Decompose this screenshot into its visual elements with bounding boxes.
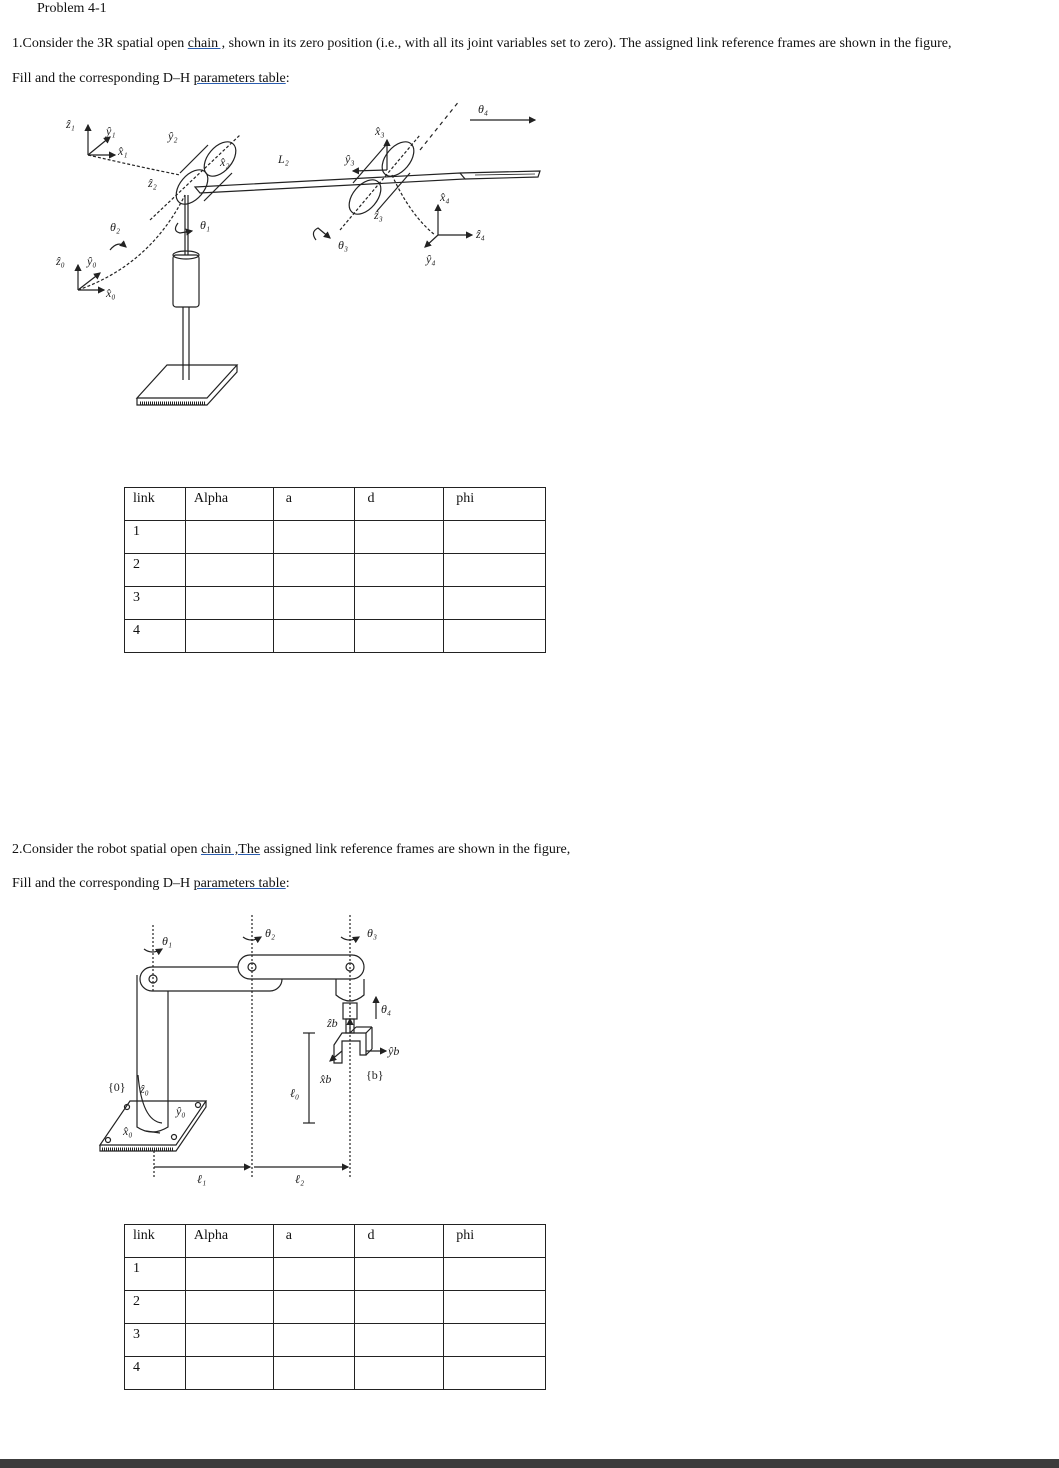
base-column bbox=[173, 255, 199, 307]
d-cell[interactable] bbox=[355, 521, 444, 554]
table-row bbox=[125, 1324, 546, 1357]
d-cell[interactable] bbox=[355, 620, 444, 653]
label-z2: ẑ₂ bbox=[148, 176, 157, 190]
table-row bbox=[125, 620, 546, 653]
label-y1: ŷ₁ bbox=[106, 124, 116, 138]
label2-xb: x̂b bbox=[320, 1072, 332, 1086]
d-cell[interactable] bbox=[355, 1324, 444, 1357]
alpha-cell[interactable] bbox=[185, 521, 273, 554]
alpha-cell[interactable] bbox=[185, 1357, 273, 1390]
header-phi: phi bbox=[444, 1225, 546, 1258]
theta1-rotation bbox=[175, 223, 192, 233]
phi-cell[interactable] bbox=[444, 1291, 546, 1324]
y4-axis bbox=[425, 235, 438, 247]
label2-l0: ℓ₀ bbox=[290, 1086, 300, 1100]
label-z0: ẑ₀ bbox=[56, 254, 65, 268]
theta4-axis-line bbox=[420, 100, 460, 150]
alpha-cell[interactable] bbox=[185, 1291, 273, 1324]
alpha-cell[interactable] bbox=[185, 1324, 273, 1357]
y1-axis bbox=[88, 137, 110, 155]
label2-x0: x̂₀ bbox=[123, 1124, 133, 1138]
label-x4: x̂₄ bbox=[440, 190, 450, 204]
header-phi: phi bbox=[444, 488, 546, 521]
label-x3: x̂₃ bbox=[375, 124, 385, 138]
label2-y0: ŷ₀ bbox=[176, 1104, 186, 1118]
dashed-link-0 bbox=[78, 195, 185, 290]
link-extension bbox=[460, 171, 540, 179]
table-header-row bbox=[125, 1225, 546, 1258]
label-L2: L₂ bbox=[278, 152, 289, 166]
q2-line2-pre: Fill and the corresponding D–H bbox=[12, 876, 194, 891]
header-d: d bbox=[355, 1225, 444, 1258]
d-cell[interactable] bbox=[355, 587, 444, 620]
label2-l1: ℓ₁ bbox=[197, 1172, 207, 1186]
row-link-cell: 3 bbox=[125, 587, 186, 620]
column-2 bbox=[137, 975, 168, 1132]
d-cell[interactable] bbox=[355, 1357, 444, 1390]
joint2-axis-line bbox=[150, 135, 240, 220]
d-cell[interactable] bbox=[355, 1258, 444, 1291]
a-cell[interactable] bbox=[273, 620, 355, 653]
row-link-cell: 1 bbox=[125, 1258, 186, 1291]
dashed-link-4 bbox=[392, 175, 435, 235]
header-a: a bbox=[273, 1225, 355, 1258]
q1-line2-post: : bbox=[285, 71, 290, 86]
label-theta1: θ₁ bbox=[200, 218, 211, 232]
q1-line1 bbox=[12, 36, 951, 52]
label2-theta2: θ₂ bbox=[265, 926, 276, 940]
a-cell[interactable] bbox=[273, 554, 355, 587]
y3-axis bbox=[353, 170, 387, 171]
phi-cell[interactable] bbox=[444, 521, 546, 554]
label-z3: ẑ₃ bbox=[374, 208, 383, 222]
label2-zb: ẑb bbox=[327, 1016, 338, 1030]
label-x1: x̂₁ bbox=[118, 144, 128, 158]
header-a: a bbox=[273, 488, 355, 521]
q2-line1-link: chain ,The bbox=[200, 842, 261, 857]
problem-title: Problem 4-1 bbox=[37, 1, 107, 16]
row-link-cell: 3 bbox=[125, 1324, 186, 1357]
phi-cell[interactable] bbox=[444, 1324, 546, 1357]
label-theta4: θ₄ bbox=[478, 102, 489, 116]
theta3-rotation bbox=[313, 228, 330, 240]
a-cell[interactable] bbox=[273, 1258, 355, 1291]
header-alpha: Alpha bbox=[185, 488, 273, 521]
a-cell[interactable] bbox=[273, 1357, 355, 1390]
header-d: d bbox=[355, 488, 444, 521]
q2-line1-post: assigned link reference frames are shown in the figure, bbox=[260, 842, 571, 857]
table-row bbox=[125, 1357, 546, 1390]
table-row bbox=[125, 1291, 546, 1324]
alpha-cell[interactable] bbox=[185, 620, 273, 653]
theta3-rotation-2 bbox=[341, 937, 359, 940]
phi-cell[interactable] bbox=[444, 620, 546, 653]
dh-table-1 bbox=[124, 487, 546, 653]
q2-line1-pre: 2.Consider the robot spatial open bbox=[12, 842, 201, 857]
label2-b-frame: {b} bbox=[366, 1068, 384, 1082]
d-cell[interactable] bbox=[355, 1291, 444, 1324]
q2-line2 bbox=[12, 876, 290, 892]
label2-yb: ŷb bbox=[388, 1044, 400, 1058]
link-2-arm bbox=[238, 955, 364, 979]
figure-robot-chain bbox=[90, 915, 430, 1195]
table-row bbox=[125, 554, 546, 587]
q1-line1-link: chain , bbox=[187, 36, 226, 51]
label-y2: ŷ₂ bbox=[168, 129, 178, 143]
dashed-link-1 bbox=[88, 155, 180, 175]
label2-zero-frame: {0} bbox=[108, 1080, 126, 1094]
a-cell[interactable] bbox=[273, 521, 355, 554]
wrist bbox=[336, 979, 364, 1001]
figure-3r-chain bbox=[40, 95, 560, 415]
label-y3: ŷ₃ bbox=[345, 152, 355, 166]
a-cell[interactable] bbox=[273, 587, 355, 620]
dh-table-2 bbox=[124, 1224, 546, 1390]
table-row bbox=[125, 587, 546, 620]
label-theta3: θ₃ bbox=[338, 238, 349, 252]
q2-line1 bbox=[12, 842, 570, 858]
a-cell[interactable] bbox=[273, 1291, 355, 1324]
label2-theta3: θ₃ bbox=[367, 926, 378, 940]
row-link-cell: 4 bbox=[125, 1357, 186, 1390]
label2-theta1: θ₁ bbox=[162, 934, 173, 948]
alpha-cell[interactable] bbox=[185, 554, 273, 587]
label-y4: ŷ₄ bbox=[426, 252, 436, 266]
phi-cell[interactable] bbox=[444, 1258, 546, 1291]
bottom-scroll-bar[interactable] bbox=[0, 1459, 1059, 1468]
d-cell[interactable] bbox=[355, 554, 444, 587]
row-link-cell: 4 bbox=[125, 620, 186, 653]
link-L2 bbox=[195, 173, 465, 193]
table-row bbox=[125, 521, 546, 554]
q1-line1-post: shown in its zero position (i.e., with all its joint variables set to zero). The assigned link reference frames are shown in the figure, bbox=[225, 36, 952, 51]
label2-theta4: θ₄ bbox=[381, 1002, 392, 1016]
alpha-cell[interactable] bbox=[185, 587, 273, 620]
q1-line2-link: parameters table bbox=[193, 71, 286, 86]
label2-l2: ℓ₂ bbox=[295, 1172, 305, 1186]
phi-cell[interactable] bbox=[444, 587, 546, 620]
label-theta2: θ₂ bbox=[110, 220, 121, 234]
table-header-row bbox=[125, 488, 546, 521]
row-link-cell: 2 bbox=[125, 1291, 186, 1324]
base-plate-2 bbox=[100, 1101, 206, 1145]
header-link: link bbox=[125, 488, 186, 521]
label-z4: ẑ₄ bbox=[476, 227, 485, 241]
label-x2: x̂₂ bbox=[220, 155, 230, 169]
phi-cell[interactable] bbox=[444, 554, 546, 587]
base-plate bbox=[137, 365, 237, 398]
xb-axis bbox=[330, 1051, 342, 1061]
q1-line2-pre: Fill and the corresponding D–H bbox=[12, 71, 194, 86]
y0-axis bbox=[78, 273, 100, 290]
a-cell[interactable] bbox=[273, 1324, 355, 1357]
label-x0: x̂₀ bbox=[106, 286, 116, 300]
theta2-rotation bbox=[110, 244, 126, 250]
q1-line1-pre: 1.Consider the 3R spatial open bbox=[12, 36, 188, 51]
label2-z0: ẑ₀ bbox=[140, 1082, 149, 1096]
header-alpha: Alpha bbox=[185, 1225, 273, 1258]
q1-line2 bbox=[12, 71, 290, 87]
label-z1: ẑ₁ bbox=[66, 117, 75, 131]
row-link-cell: 2 bbox=[125, 554, 186, 587]
header-link: link bbox=[125, 1225, 186, 1258]
alpha-cell[interactable] bbox=[185, 1258, 273, 1291]
theta2-rotation-2 bbox=[243, 937, 261, 940]
row-link-cell: 1 bbox=[125, 521, 186, 554]
joint2-cylinder bbox=[170, 164, 214, 210]
q2-line2-post: : bbox=[285, 876, 290, 891]
phi-cell[interactable] bbox=[444, 1357, 546, 1390]
q2-line2-link: parameters table bbox=[193, 876, 286, 891]
label-y0: ŷ₀ bbox=[87, 254, 97, 268]
table-row bbox=[125, 1258, 546, 1291]
